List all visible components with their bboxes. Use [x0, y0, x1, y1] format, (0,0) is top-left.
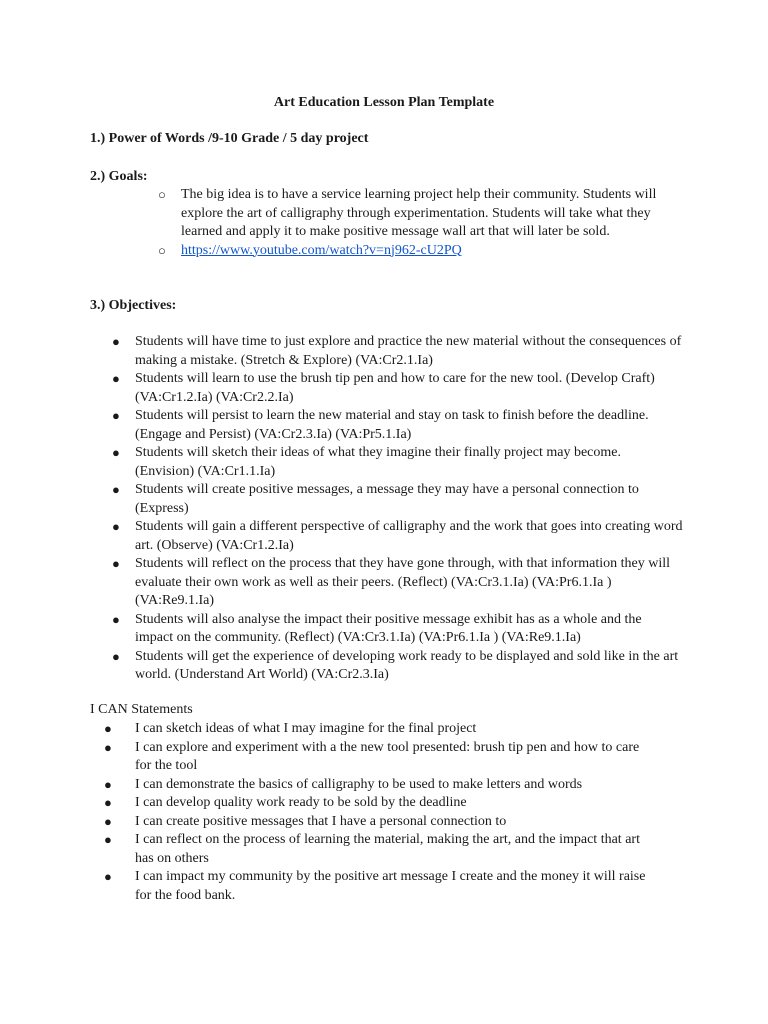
hollow-bullet-icon: ○	[158, 242, 166, 258]
objective-text: Students will persist to learn the new material and stay on task to finish before the deadline. (Engage and Persist) (VA:Cr2.3.Ia) (VA:Pr5.1.Ia)	[135, 408, 649, 442]
goals-heading: 2.) Goals:	[90, 169, 148, 184]
objectives-list	[112, 333, 683, 685]
list-item	[112, 518, 683, 555]
objective-text: Students will reflect on the process that they have gone through, with that information they will evaluate their own work as well as their peers. (Reflect) (VA:Cr3.1.Ia) (VA:Pr6.1.Ia ) (VA:Re9.1.Ia)	[135, 556, 670, 608]
section-1-heading: 1.) Power of Words /9-10 Grade / 5 day project	[90, 131, 369, 146]
goals-item	[158, 242, 681, 261]
objective-text: Students will get the experience of developing work ready to be displayed and sold like in the art world. (Understand Art World) (VA:Cr2.3.Ia)	[135, 648, 679, 682]
list-item	[104, 720, 655, 739]
list-item	[112, 370, 683, 407]
bullet-icon: ●	[104, 739, 112, 755]
bullet-icon: ●	[112, 334, 120, 349]
bullet-icon: ●	[104, 721, 112, 736]
bullet-icon: ●	[112, 519, 120, 534]
bullet-icon: ●	[112, 556, 120, 571]
list-item	[104, 868, 655, 905]
goals-item-text: The big idea is to have a service learning project help their community. Students will explore the art of calligraphy through experimentation. Students will take what they learned and apply it to make positive message wall art that will later be sold.	[181, 187, 657, 239]
ican-list	[104, 720, 655, 905]
objectives-heading: 3.) Objectives:	[90, 298, 177, 313]
list-item	[104, 739, 655, 776]
list-item	[112, 444, 683, 481]
bullet-icon: ●	[112, 371, 120, 386]
bullet-icon: ●	[112, 482, 120, 497]
objective-text: Students will sketch their ideas of what they imagine their finally project may become. (Envision) (VA:Cr1.1.Ia)	[135, 445, 621, 479]
bullet-icon: ●	[104, 776, 112, 792]
goals-item	[158, 186, 681, 242]
ican-text: I can sketch ideas of what I may imagine for the final project	[135, 721, 477, 736]
bullet-icon: ●	[112, 611, 120, 627]
ican-text: I can explore and experiment with a the new tool presented: brush tip pen and how to care for the tool	[135, 739, 640, 773]
list-item	[104, 831, 655, 868]
ican-text: I can reflect on the process of learning the material, making the art, and the impact that art has on others	[135, 832, 640, 866]
ican-text: I can impact my community by the positive art message I create and the money it will raise for the food bank.	[135, 869, 646, 903]
list-item	[104, 776, 655, 795]
ican-text: I can develop quality work ready to be sold by the deadline	[135, 795, 467, 810]
bullet-icon: ●	[112, 408, 120, 423]
list-item	[104, 813, 655, 832]
objective-text: Students will learn to use the brush tip pen and how to care for the new tool. (Develop Craft) (VA:Cr1.2.Ia) (VA:Cr2.2.Ia)	[135, 371, 655, 405]
hollow-bullet-icon: ○	[158, 187, 166, 202]
bullet-icon: ●	[104, 869, 112, 884]
ican-text: I can demonstrate the basics of calligraphy to be used to make letters and words	[135, 776, 583, 792]
bullet-icon: ●	[112, 648, 120, 664]
bullet-icon: ●	[104, 832, 112, 847]
list-item	[112, 333, 683, 370]
goals-list	[158, 186, 681, 260]
youtube-link[interactable]: https://www.youtube.com/watch?v=nj962-cU2PQ	[181, 242, 462, 258]
ican-text: I can create positive messages that I have a personal connection to	[135, 813, 507, 829]
list-item	[112, 481, 683, 518]
objective-text: Students will create positive messages, a message they may have a personal connection to (Express)	[135, 482, 639, 516]
ican-heading: I CAN Statements	[90, 702, 193, 717]
objective-text: Students will gain a different perspective of calligraphy and the work that goes into creating word art. (Observe) (VA:Cr1.2.Ia)	[135, 519, 683, 553]
bullet-icon: ●	[104, 795, 112, 810]
objective-text: Students will have time to just explore and practice the new material without the consequences of making a mistake. (Stretch & Explore) (VA:Cr2.1.Ia)	[135, 334, 682, 368]
bullet-icon: ●	[112, 445, 120, 460]
list-item	[112, 555, 683, 611]
list-item	[104, 794, 655, 813]
list-item	[112, 648, 683, 685]
document-title: Art Education Lesson Plan Template	[273, 95, 495, 110]
list-item	[112, 407, 683, 444]
objective-text: Students will also analyse the impact their positive message exhibit has as a whole and the impact on the community. (Reflect) (VA:Cr3.1.Ia) (VA:Pr6.1.Ia ) (VA:Re9.1.Ia)	[135, 611, 642, 645]
bullet-icon: ●	[104, 813, 112, 829]
list-item	[112, 611, 683, 648]
